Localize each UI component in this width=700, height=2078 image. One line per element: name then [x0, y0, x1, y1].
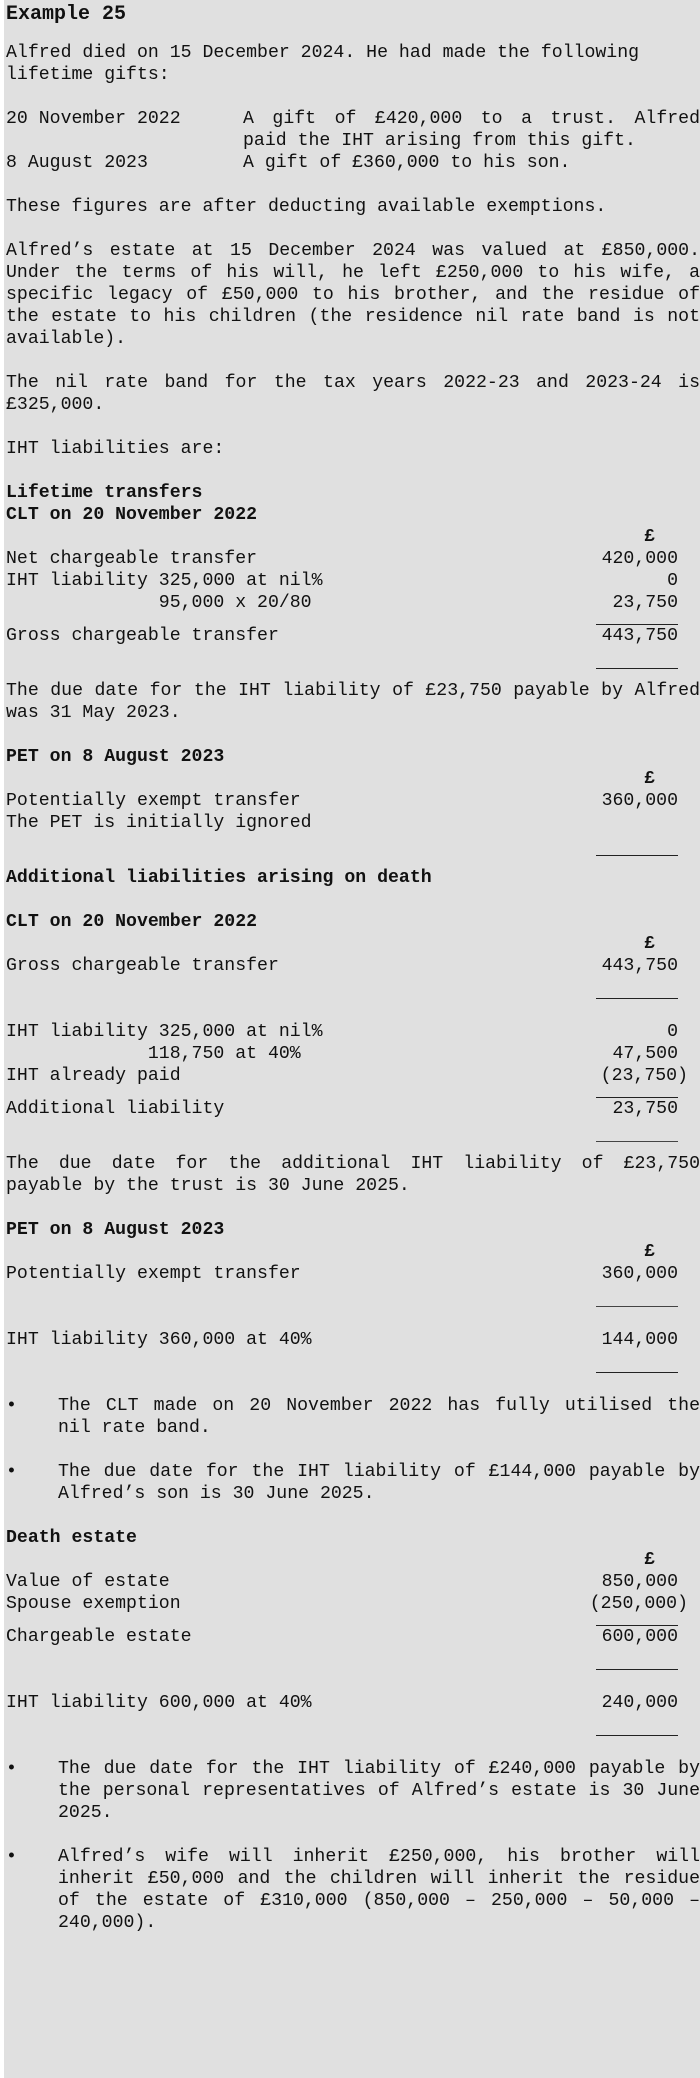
calc-label: Potentially exempt transfer — [6, 1264, 301, 1284]
total-rule — [6, 1087, 700, 1098]
calc-row — [6, 1065, 700, 1087]
calc-amount: 240,000 — [601, 1693, 678, 1713]
calc-row — [6, 1692, 700, 1714]
calc-row — [6, 790, 700, 812]
calc-label: Gross chargeable transfer — [6, 956, 279, 976]
currency-header: £ — [644, 769, 655, 789]
calc-label: Gross chargeable transfer — [6, 626, 279, 646]
estate-paragraph: Alfred’s estate at 15 December 2024 was valued at £850,000. Under the terms of his will, he left £250,000 to his wife, a specific legacy of £50,000 to his brother, and the residue of the estate to his children (the residence nil rate band is not available). — [6, 241, 700, 349]
clt-heading: CLT on 20 November 2022 — [6, 505, 258, 525]
document-page — [4, 0, 700, 2078]
estate-heading: Death estate — [6, 1528, 137, 1548]
bullet-text: Alfred’s wife will inherit £250,000, his brother will inherit £50,000 and the children will inherit the residue of the estate of £310,000 (850,000 – 250,000 – 50,000 – 240,000). — [58, 1847, 700, 1933]
iht-intro: IHT liabilities are: — [6, 439, 225, 459]
bullet-item — [6, 1758, 700, 1824]
calc-amount: 0 — [667, 1022, 678, 1042]
gift-date: 20 November 2022 — [6, 109, 181, 129]
clt-heading: CLT on 20 November 2022 — [6, 912, 258, 932]
calc-amount: 360,000 — [601, 1264, 678, 1284]
calc-row — [6, 1593, 700, 1615]
calc-row — [6, 1571, 700, 1593]
calc-row — [6, 1043, 700, 1065]
example-title: Example 25 — [6, 3, 127, 26]
calc-amount: 420,000 — [601, 549, 678, 569]
bullet-text: The due date for the IHT liability of £240,000 payable by the personal representatives of Alfred’s estate is 30 June 2025. — [58, 1759, 700, 1823]
currency-header: £ — [644, 934, 655, 954]
calc-label: IHT liability 325,000 at nil% — [6, 1022, 323, 1042]
exemptions-note: These figures are after deducting available exemptions. — [6, 197, 607, 217]
lifetime-heading: Lifetime transfers — [6, 483, 203, 503]
total-rule — [6, 1714, 700, 1736]
total-rule — [6, 977, 700, 999]
nil-rate-band-paragraph: The nil rate band for the tax years 2022-23 and 2023-24 is £325,000. — [6, 373, 700, 415]
calc-amount: 360,000 — [601, 791, 678, 811]
calc-row — [6, 570, 700, 592]
calc-amount: 600,000 — [601, 1627, 678, 1647]
currency-header: £ — [644, 527, 655, 547]
calc-label: 118,750 at 40% — [6, 1044, 301, 1064]
calc-label: IHT already paid — [6, 1066, 181, 1086]
due-date-paragraph: The due date for the additional IHT liability of £23,750 payable by the trust is 30 June 2025. — [6, 1154, 700, 1196]
calc-label: Chargeable estate — [6, 1627, 192, 1647]
gifts-list — [6, 108, 700, 174]
currency-header: £ — [644, 1550, 655, 1570]
bullet-text: The CLT made on 20 November 2022 has fully utilised the nil rate band. — [58, 1396, 700, 1438]
calc-amount: (23,750) — [600, 1066, 688, 1086]
bullet-dot: • — [6, 1759, 17, 1779]
calc-row — [6, 955, 700, 977]
calc-row — [6, 1098, 700, 1120]
calc-amount: 47,500 — [612, 1044, 678, 1064]
calc-row — [6, 1021, 700, 1043]
double-rule — [6, 647, 700, 669]
calc-label: 95,000 x 20/80 — [6, 593, 312, 613]
calc-label: Net chargeable transfer — [6, 549, 258, 569]
gift-description: A gift of £360,000 to his son. — [243, 153, 571, 173]
calc-row — [6, 625, 700, 647]
intro-paragraph: Alfred died on 15 December 2024. He had made the following lifetime gifts: — [6, 43, 650, 85]
bullet-dot: • — [6, 1462, 17, 1482]
calc-amount: 850,000 — [601, 1572, 678, 1592]
calc-row — [6, 1329, 700, 1351]
death-heading: Additional liabilities arising on death — [6, 868, 432, 888]
calc-amount: 443,750 — [601, 956, 678, 976]
calc-label: IHT liability 600,000 at 40% — [6, 1693, 312, 1713]
bullet-dot: • — [6, 1847, 17, 1867]
currency-header: £ — [644, 1242, 655, 1262]
bullet-item — [6, 1461, 700, 1505]
gift-date: 8 August 2023 — [6, 153, 148, 173]
total-rule — [6, 1648, 700, 1670]
calc-row — [6, 548, 700, 570]
bullet-text: The due date for the IHT liability of £144,000 payable by Alfred’s son is 30 June 2025. — [58, 1462, 700, 1504]
calc-amount: 443,750 — [601, 626, 678, 646]
calc-amount: (250,000) — [589, 1594, 688, 1614]
total-rule — [6, 1351, 700, 1373]
calc-label: Value of estate — [6, 1572, 170, 1592]
due-date-paragraph: The due date for the IHT liability of £23,750 payable by Alfred was 31 May 2023. — [6, 681, 700, 723]
calc-amount: 0 — [667, 571, 678, 591]
total-rule — [6, 1285, 700, 1307]
calc-row — [6, 1263, 700, 1285]
calc-amount: 144,000 — [601, 1330, 678, 1350]
calc-row — [6, 1626, 700, 1648]
total-rule — [6, 834, 700, 856]
pet-note: The PET is initially ignored — [6, 813, 312, 833]
calc-label: IHT liability 360,000 at 40% — [6, 1330, 312, 1350]
pet-heading: PET on 8 August 2023 — [6, 1220, 225, 1240]
total-rule — [6, 1120, 700, 1142]
bullet-item — [6, 1395, 700, 1439]
calc-label: Potentially exempt transfer — [6, 791, 301, 811]
calc-amount: 23,750 — [612, 593, 678, 613]
pet-heading: PET on 8 August 2023 — [6, 747, 225, 767]
total-rule — [6, 614, 700, 625]
bullet-item — [6, 1846, 700, 1934]
calc-row — [6, 592, 700, 614]
gift-description: A gift of £420,000 to a trust. Alfred paid the IHT arising from this gift. — [243, 109, 700, 151]
total-rule — [6, 1615, 700, 1626]
calc-label: Additional liability — [6, 1099, 225, 1119]
bullet-dot: • — [6, 1396, 17, 1416]
calc-label: IHT liability 325,000 at nil% — [6, 571, 323, 591]
calc-amount: 23,750 — [612, 1099, 678, 1119]
calc-label: Spouse exemption — [6, 1594, 181, 1614]
